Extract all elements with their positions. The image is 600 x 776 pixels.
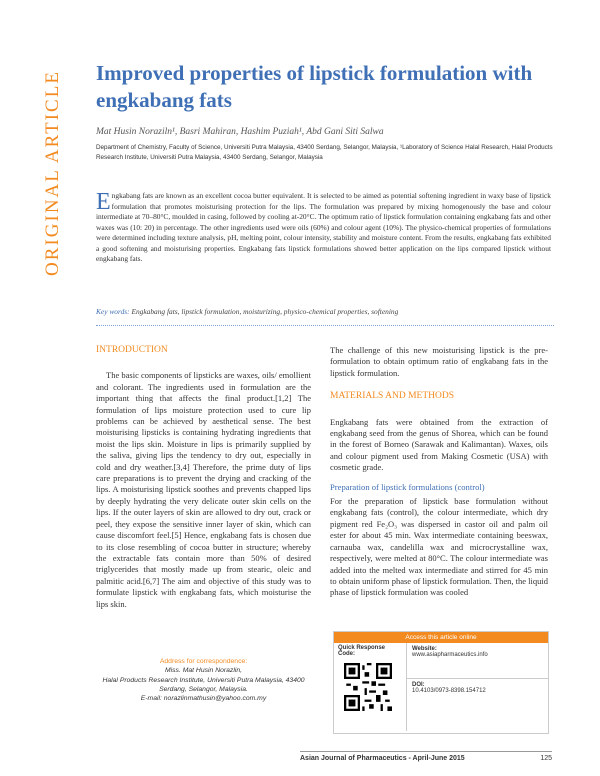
abstract-text: ngkabang fats are known as an excellent cocoa butter equivalent. It is selected to be aimed as potential softening ingredient in waxy base of lipstick formulation that promotes moisturising protection for the lips. The formulation was prepared by mixing homogenously the base and colour intermediate at 70–80°C, moulded in casing, followed by cooling at-20°C. The optimum ratio of lipstick formulation containing engkabang fats and other waxes was (10: 20) in percentage. The other ingredients used were oils (60%) and colour agent (10%). The physico-chemical properties of formulations were determined including texture analysis, pH, melting point, colour intensity, stability and moisture content. From the results, engkabang fats exhibited a good softening and moisturising properties. Engkabang fats lipstick formulations showed better application on the lips compared lipstick without engkabang fats.: [96, 191, 551, 263]
abstract-drop-cap: E: [96, 189, 111, 215]
article-title: Improved properties of lipstick formulation with engkabang fats: [96, 61, 533, 112]
keywords-label: Key words:: [96, 307, 130, 316]
side-label-text: ORIGINAL ARTICLE: [42, 70, 63, 276]
info-cell: [407, 643, 548, 731]
left-column: [96, 345, 311, 616]
correspondence-email[interactable]: E-mail: norazlinmathusin@yahoo.com.my: [140, 695, 267, 703]
keywords-text: Engkabang fats, lipstick formulation, moisturizing, physico-chemical properties, softening: [131, 307, 399, 316]
qr-cell: [334, 643, 407, 731]
materials-heading: MATERIALS AND METHODS: [330, 391, 455, 402]
authors: Mat Husin Noraziln¹, Basri Mahiran, Hashim Puziah¹, Abd Gani Siti Salwa: [96, 127, 384, 137]
section-divider: [96, 325, 554, 326]
introduction-paragraph-1: The basic components of lipsticks are waxes, oils/ emollient and colorant. The ingredients used in formulation are the important thing that affects the final product.[1,2] The formulation of lips moisture protection used to cure lip problems can be achieved by aesthetical sense. The best moisturising lipsticks is containing hydrating ingredients that moist the lips skin. Moisture in lips is primarily supplied by the saliva, giving lips the tendency to dry out, especially in cold and dry weather.[3,4] Therefore, the prime duty of lips care preparations is to prevent the drying and cracking of the lips. A moisturising lipstick soothes and prevents chapped lips by deeply hydrating the very delicate outer skin cells on the lips. If the outer layers of skin are allowed to dry out, crack or peel, they expose the sensitive inner layer of skin, which can cause discomfort feel.[5] Hence, engkabang fats is chosen due to its close resembling of cocoa butter in structure; whereby the extractable fats contain more than 50% of desired triglycerides that mostly made up from stearic, oleic and palmitic acid.[6,7] The aim and objective of this study was to formulate lipstick with engkabang fats, which moisturise the lips skin.: [96, 370, 311, 609]
access-header: Access this article online: [334, 632, 548, 643]
doi-value[interactable]: 10.4103/0973-8398.154712: [412, 688, 486, 694]
website-label: Website:: [412, 646, 437, 652]
doi-label: DOI:: [412, 682, 425, 688]
page-footer: [300, 755, 552, 762]
materials-paragraph-2: For the preparation of lipstick base formulation without engkabang fats (control), the colour intermediate, which dry pigment red Fe₂O₃ was dispersed in castor oil and palm oil ester for about 45 min. Wax intermediate containing beeswax, carnauba wax, candelilla wax and microcrystalline wax, respectively, were melted at 80°C. The colour intermediate was added into the melted wax intermediate and stirred for 45 min to obtain uniform phase of lipstick formulation. Then, the liquid phase of lipstick formulation was cooled: [330, 496, 548, 598]
qr-code-icon[interactable]: [344, 663, 392, 711]
correspondence-line-2: Serdang, Selangor, Malaysia.: [159, 685, 248, 693]
correspondence-line-1: Halal Products Research Institute, Universiti Putra Malaysia, 43400: [102, 676, 305, 684]
doi-row: [407, 679, 548, 715]
footer-rule: [300, 751, 552, 752]
page-number: 125: [540, 755, 552, 762]
journal-name: Asian Journal of Pharmaceutics - April-June 2015: [300, 755, 465, 762]
introduction-paragraph-2: The challenge of this new moisturising lipstick is the pre-formulation to obtain optimum ratio of engkabang fats in the lipstick formulation.: [330, 345, 548, 378]
qr-label: Quick Response Code:: [338, 645, 386, 657]
introduction-heading: INTRODUCTION: [96, 345, 168, 355]
materials-paragraph-1: Engkabang fats were obtained from the extraction of engkabang seed from the genus of Shorea, which can be found in the forest of Borneo (Sarawak and Kalimantan). Waxes, oils and colour pigment used from Making Cosmetic (USA) with cosmetic grade.: [330, 416, 548, 473]
abstract: [96, 191, 551, 265]
side-label: [38, 70, 68, 276]
website-link[interactable]: www.asiapharmaceutics.info: [412, 652, 488, 658]
keywords: [96, 307, 556, 316]
affiliation: Department of Chemistry, Faculty of Science, Universiti Putra Malaysia, 43400 Serdang, Selangor, Malaysia, ¹Laboratory of Science Halal Research, Halal Products Research Institute, Universiti Putra Malaysia, 43400 Serdang, Selangor, Malaysia: [96, 144, 553, 161]
correspondence-heading: Address for correspondence:: [159, 658, 248, 665]
website-row: [407, 643, 548, 679]
preparation-subheading: Preparation of lipstick formulations (control): [330, 481, 485, 492]
access-online-box: [333, 631, 549, 734]
correspondence-block: [96, 657, 311, 703]
right-column: [330, 345, 548, 605]
correspondence-name: Miss. Mat Husin Norazlin,: [164, 667, 243, 675]
